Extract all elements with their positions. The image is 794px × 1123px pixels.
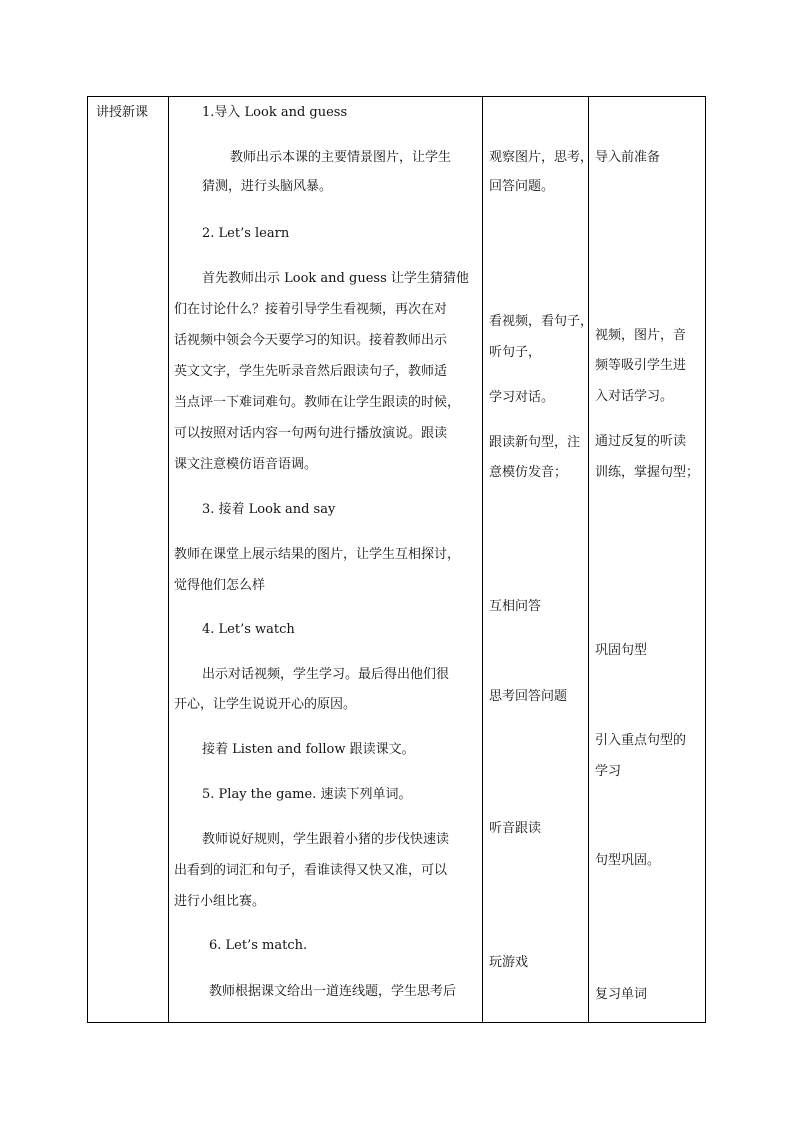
teacher-line: 们在讨论什么？接着引导学生看视频，再次在对 — [174, 302, 448, 317]
purpose-line: 通过反复的听读 — [595, 434, 687, 449]
teacher-line: 觉得他们怎么样 — [174, 578, 266, 593]
purpose-line: 导入前准备 — [595, 150, 661, 165]
purpose-line: 引入重点句型的 — [595, 733, 687, 748]
column-divider — [168, 97, 169, 1022]
student-line: 互相问答 — [489, 599, 542, 614]
teacher-line: 出示对话视频，学生学习。最后得出他们很 — [202, 667, 450, 682]
teacher-line: 2. Let’s learn — [202, 226, 290, 241]
purpose-line: 巩固句型 — [595, 643, 648, 658]
teacher-line: 可以按照对话内容一句两句进行播放演说。跟读 — [174, 426, 448, 441]
student-line: 学习对话。 — [489, 390, 555, 405]
teacher-line: 6. Let’s match. — [209, 938, 308, 953]
teacher-line: 出看到的词汇和句子，看谁读得又快又准，可以 — [174, 863, 448, 878]
purpose-line: 学习 — [595, 764, 622, 779]
purpose-line: 句型巩固。 — [595, 853, 661, 868]
column-divider — [482, 97, 483, 1022]
student-line: 跟读新句型，注 — [489, 435, 581, 450]
teacher-line: 话视频中领会今天要学习的知识。接着教师出示 — [174, 333, 448, 348]
teacher-line: 3. 接着 Look and say — [202, 502, 336, 517]
student-line: 观察图片，思考， — [489, 150, 594, 165]
section-label: 讲授新课 — [96, 105, 149, 120]
student-line: 意模仿发音； — [489, 465, 568, 480]
student-line: 听句子， — [489, 345, 542, 360]
purpose-line: 训练，掌握句型； — [595, 465, 700, 480]
teacher-line: 教师在课堂上展示结果的图片，让学生互相探讨， — [174, 547, 461, 562]
teacher-line: 开心，让学生说说开心的原因。 — [174, 697, 357, 712]
student-line: 思考回答问题 — [489, 689, 568, 704]
teacher-line: 5. Play the game. 速读下列单词。 — [202, 787, 412, 802]
teacher-line: 教师出示本课的主要情景图片，让学生 — [230, 150, 452, 165]
purpose-line: 复习单词 — [595, 987, 648, 1002]
teacher-line: 接着 Listen and follow 跟读课文。 — [202, 742, 415, 757]
purpose-line: 视频，图片，音 — [595, 328, 687, 343]
student-line: 回答问题。 — [489, 179, 555, 194]
purpose-line: 频等吸引学生进 — [595, 358, 687, 373]
teacher-line: 4. Let’s watch — [202, 622, 295, 637]
teacher-line: 当点评一下难词难句。教师在让学生跟读的时候， — [174, 395, 461, 410]
teacher-line: 首先教师出示 Look and guess 让学生猜猜他 — [202, 271, 469, 286]
lesson-plan-table — [87, 96, 706, 1023]
student-line: 看视频，看句子， — [489, 314, 594, 329]
teacher-line: 教师说好规则，学生跟着小猪的步伐快速读 — [202, 832, 450, 847]
student-line: 玩游戏 — [489, 955, 529, 970]
column-divider — [588, 97, 589, 1022]
teacher-line: 进行小组比赛。 — [174, 894, 266, 909]
student-line: 听音跟读 — [489, 821, 542, 836]
teacher-line: 课文注意模仿语音语调。 — [174, 457, 318, 472]
teacher-line: 教师根据课文给出一道连线题，学生思考后 — [209, 984, 457, 999]
teacher-line: 英文文字，学生先听录音然后跟读句子，教师适 — [174, 364, 448, 379]
teacher-line: 猜测，进行头脑风暴。 — [202, 179, 333, 194]
purpose-line: 入对话学习。 — [595, 389, 674, 404]
teacher-line: 1.导入 Look and guess — [202, 105, 348, 120]
